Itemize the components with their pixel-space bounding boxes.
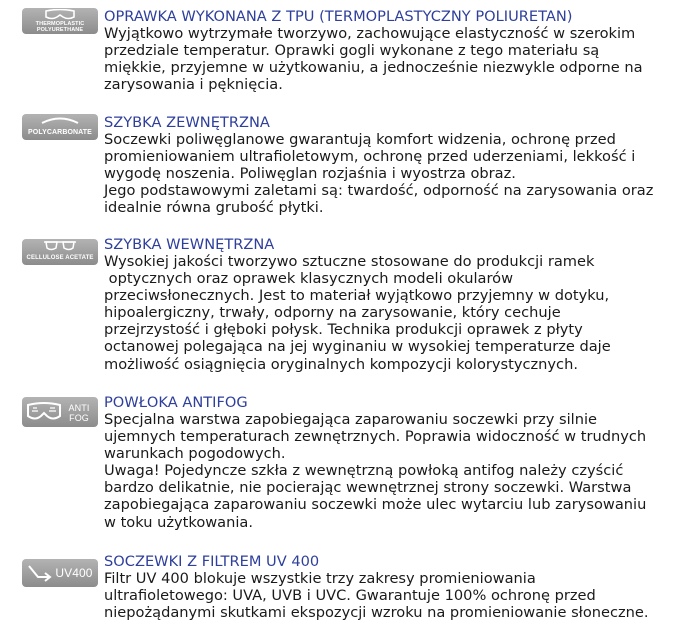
section-title: SZYBKA WEWNĘTRZNA <box>104 236 275 253</box>
text-line: Jego podstawowymi zaletami są: twardość, odporność na zarysowania oraz <box>104 182 654 200</box>
badge-polycarbonate <box>22 114 98 140</box>
badge-label-line-2: POLYURETHANE <box>36 27 84 33</box>
badge-uv400 <box>22 559 98 587</box>
text-line: przeciwsłonecznych. Jest to materiał wyjątkowo przyjemny w dotyku, <box>104 287 610 305</box>
text-line: możliwość osiągnięcia oryginalnych kompozycji kolorystycznych. <box>104 355 578 373</box>
section-text <box>104 411 646 531</box>
section-title: OPRAWKA WYKONANA Z TPU (TERMOPLASTYCZNY POLIURETAN) <box>104 8 573 25</box>
text-line: idealnie równa grubość płytki. <box>104 199 324 217</box>
section-text <box>104 25 643 93</box>
text-line: warunkach pogodowych. <box>104 445 286 463</box>
glasses-icon <box>42 240 78 252</box>
text-line: promieniowaniem ultrafioletowym, ochronę przed uderzeniami, lekkość i <box>104 148 636 166</box>
text-line: optycznych oraz oprawek klasycznych modeli okularów <box>104 270 514 288</box>
text-line: Filtr UV 400 blokuje wszystkie trzy zakresy promieniowania <box>104 570 536 587</box>
text-line: zapobiegająca zaparowaniu soczewki może ulec wytarciu lub zarysowaniu <box>104 496 647 514</box>
section-title: SOCZEWKI Z FILTREM UV 400 <box>104 553 320 570</box>
uv-arrow-icon <box>26 563 52 583</box>
section-title: SZYBKA ZEWNĘTRZNA <box>104 114 270 131</box>
badge-cellulose-acetate <box>22 239 98 265</box>
section-text <box>104 131 653 216</box>
badge-thermoplastic-polyurethane <box>22 8 98 34</box>
text-line: przedziale temperatur. Oprawki gogli wykonane z tego materiału są <box>104 42 600 60</box>
text-line: przejrzystość i głęboki połysk. Technika produkcji oprawek z płyty <box>104 321 583 339</box>
badge-label-line-1: THERMOPLASTIC <box>35 21 85 27</box>
text-line: zarysowania i pęknięcia. <box>104 76 283 94</box>
text-line: niepożądanymi skutkami ekspozycji wzroku na promieniowanie słoneczne. <box>104 604 649 622</box>
text-line: miękkie, przyjemne w użytkowaniu, a jednocześnie niezwykle odporne na <box>104 59 643 77</box>
section-text <box>104 253 611 373</box>
text-line: Specjalna warstwa zapobiegająca zaparowaniu soczewki przy silnie <box>104 411 597 428</box>
badge-label: CELLULOSE ACETATE <box>26 255 94 261</box>
badge-label: UV400 <box>55 566 93 580</box>
badge-label: POLYCARBONATE <box>28 129 92 136</box>
badge-label-line-2: FOG <box>69 413 89 423</box>
text-line: hipoalergiczny, trwały, odporny na zarysowanie, który cechuje <box>104 304 561 322</box>
text-line: wygodę noszenia. Poliwęglan rozjaśnia i wyostrza obraz. <box>104 165 516 183</box>
text-line: Wyjątkowo wytrzymałe tworzywo, zachowujące elastyczność w szerokim <box>104 25 636 42</box>
text-line: ujemnych temperaturach zewnętrznych. Poprawia widoczność w trudnych <box>104 428 647 446</box>
section-text <box>104 570 649 621</box>
text-line: ultrafioletowego: UVA, UVB i UVC. Gwarantuje 100% ochronę przed <box>104 587 596 605</box>
text-line: w toku użytkowania. <box>104 513 254 531</box>
badge-label-line-1: ANTI <box>68 403 90 413</box>
lens-icon <box>40 116 80 125</box>
antifog-goggles-icon <box>25 401 63 423</box>
text-line: bardzo delikatnie, nie pocierając wewnętrznej strony soczewki. Warstwa <box>104 479 632 497</box>
goggles-icon <box>44 9 76 21</box>
badge-anti-fog <box>22 397 98 427</box>
text-line: Wysokiej jakości tworzywo sztuczne stosowane do produkcji ramek <box>104 253 595 270</box>
text-line: octanowej polegająca na jej wyginaniu w wysokiej temperaturze daje <box>104 338 611 356</box>
section-title: POWŁOKA ANTIFOG <box>104 394 248 411</box>
text-line: Soczewki poliwęglanowe gwarantują komfort widzenia, ochronę przed <box>104 131 616 148</box>
text-line: Uwaga! Pojedyncze szkła z wewnętrzną powłoką antifog należy czyścić <box>104 462 624 480</box>
